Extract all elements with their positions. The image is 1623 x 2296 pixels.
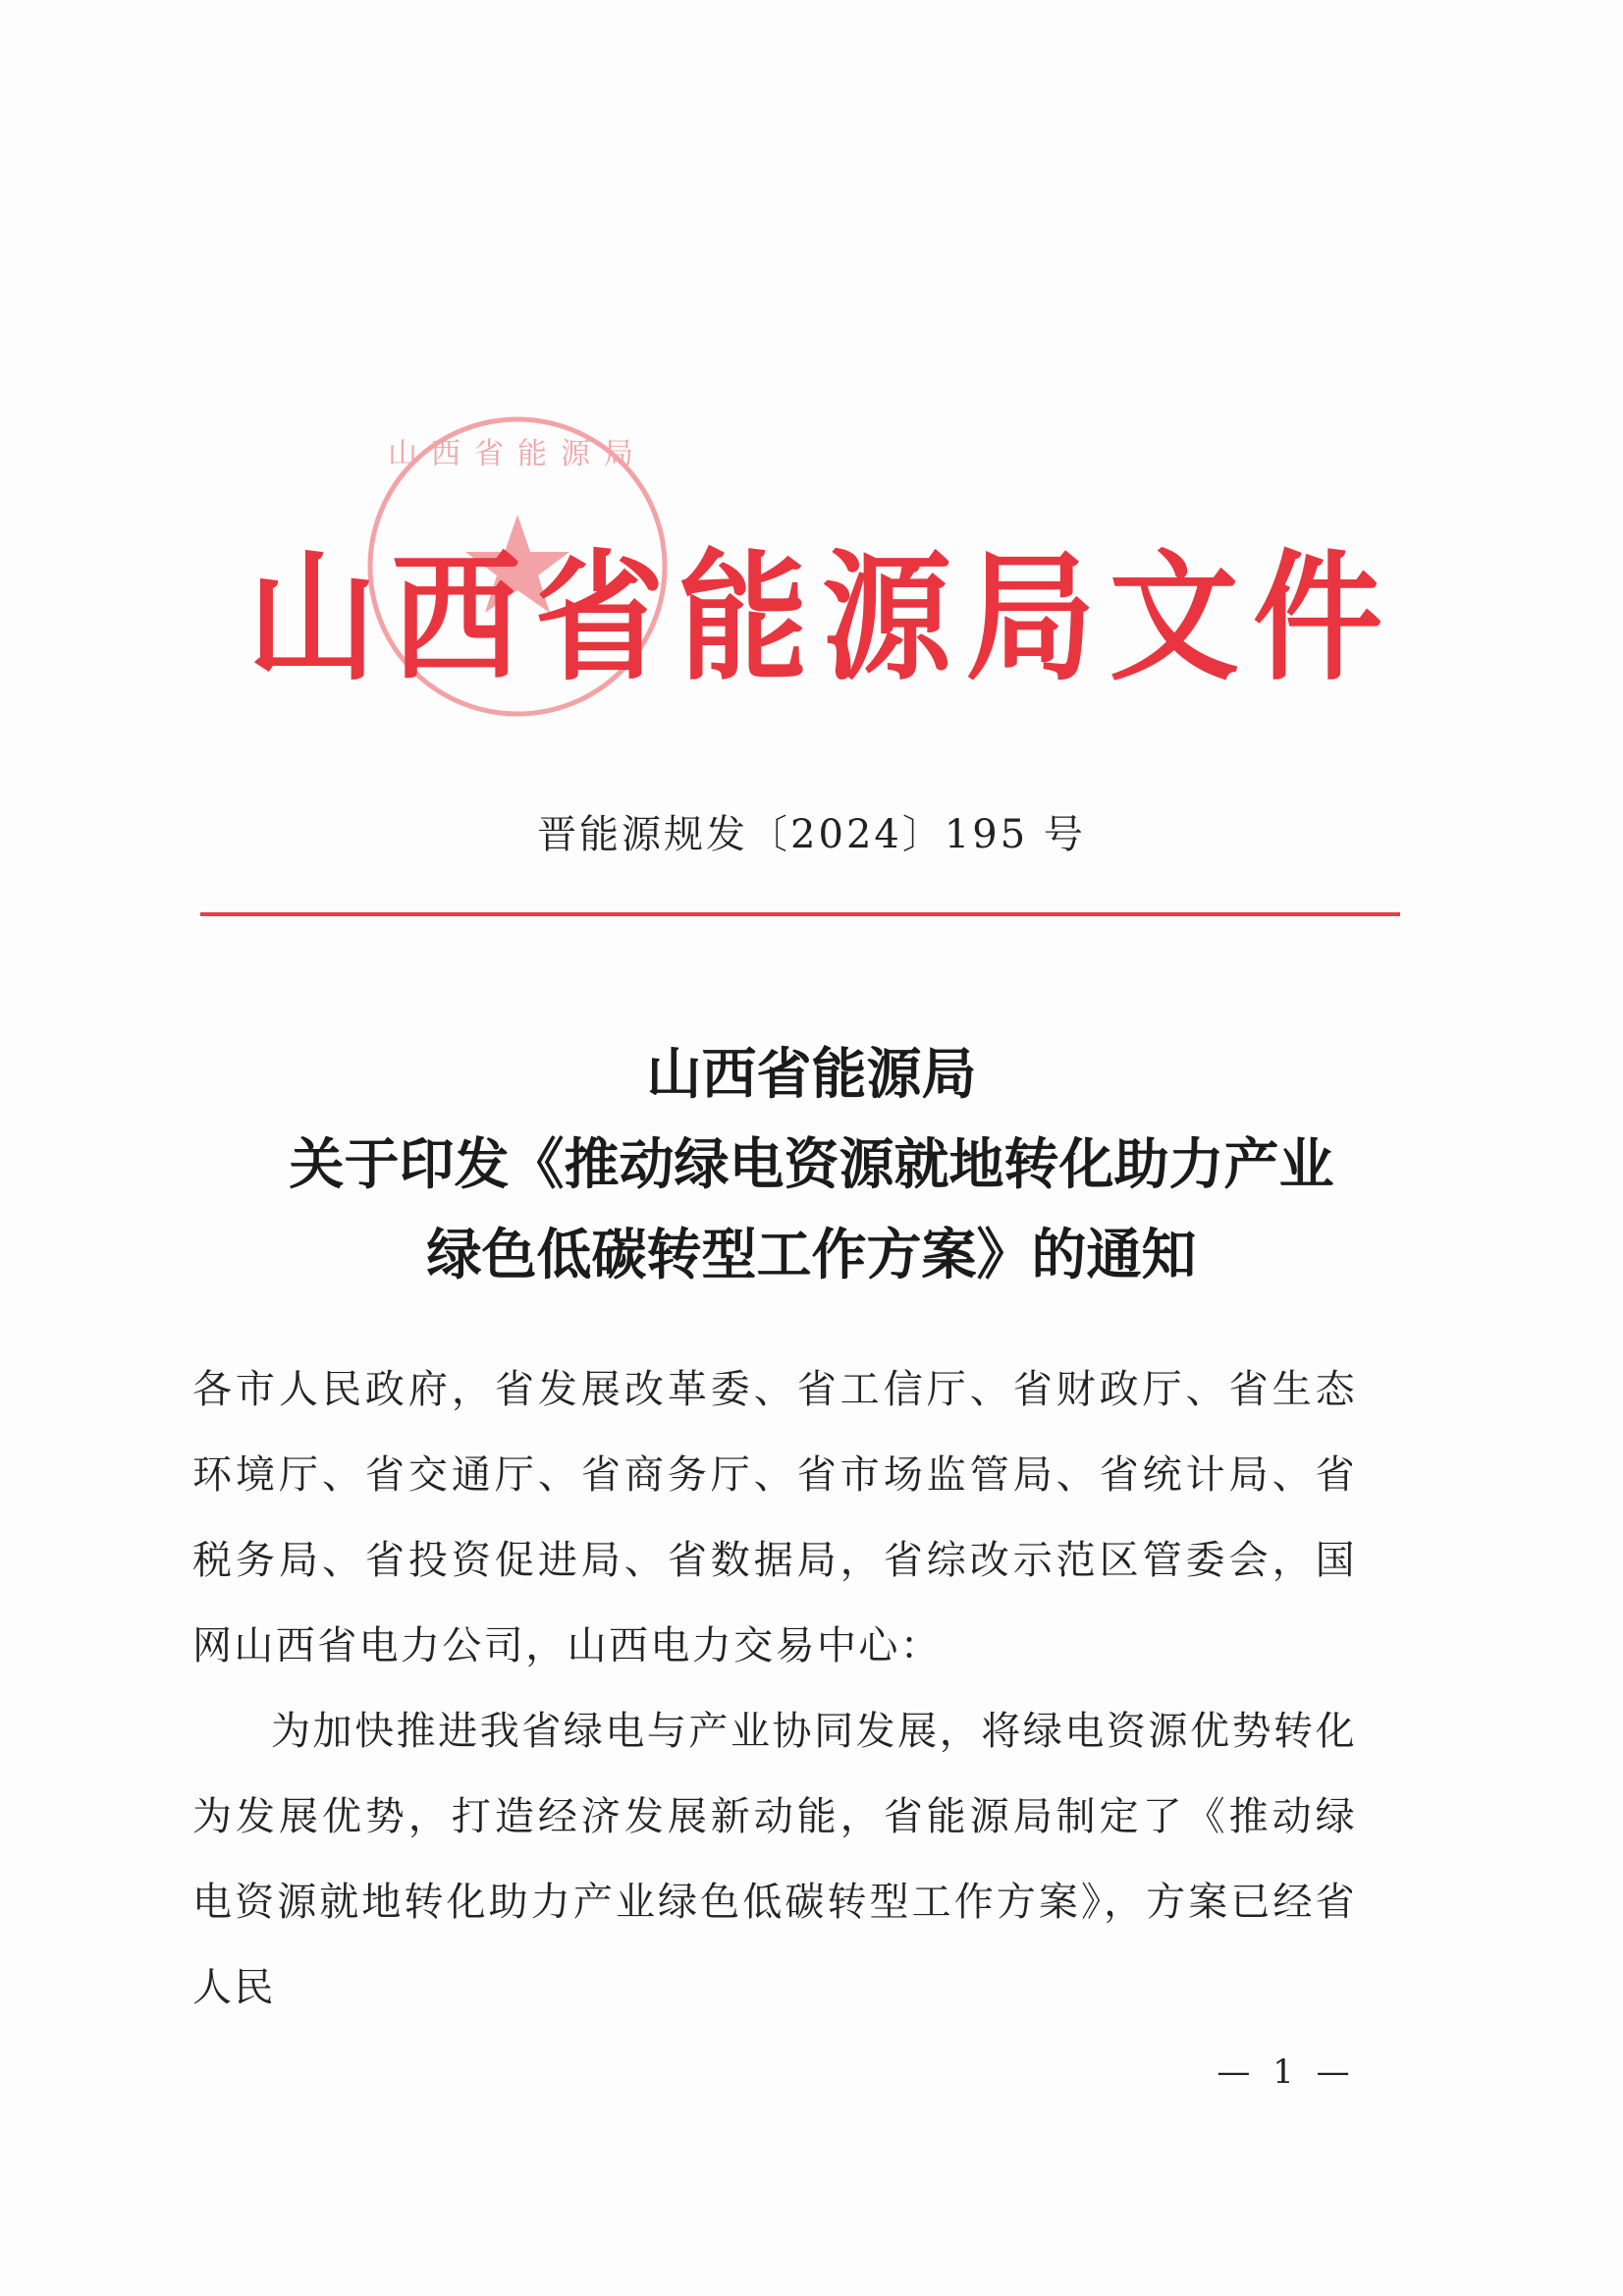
- red-masthead-title: [245, 530, 1384, 707]
- masthead-char: 省: [534, 535, 665, 701]
- addressee-paragraph: 各市人民政府，省发展改革委、省工信厅、省财政厅、省生态环境厅、省交通厅、省商务厅、省市场监管局、省统计局、省税务局、省投资促进局、省数据局，省综改示范区管委会，国网山西省电力公司，山西电力交易中心：: [192, 1367, 1357, 1668]
- document-number: 晋能源规发〔2024〕195 号: [537, 812, 1086, 857]
- masthead-char: 西: [391, 535, 521, 701]
- masthead-char: 能: [677, 535, 808, 701]
- red-divider-line: [200, 912, 1400, 916]
- masthead-char: 山: [247, 535, 377, 701]
- masthead-char: 局: [965, 535, 1096, 701]
- masthead-char: 文: [1109, 535, 1239, 701]
- document-body: [192, 1347, 1357, 2031]
- page-number: — 1 —: [1217, 2052, 1356, 2092]
- title-line-2: 关于印发《推动绿电资源就地转化助力产业: [289, 1132, 1334, 1197]
- body-paragraph: 为加快推进我省绿电与产业协同发展，将绿电资源优势转化为发展优势，打造经济发展新动能，省能源局制定了《推动绿电资源就地转化助力产业绿色低碳转型工作方案》，方案已经省人民: [192, 1709, 1357, 2010]
- title-line-3: 绿色低碳转型工作方案》的通知: [426, 1223, 1197, 1287]
- title-line-1: 山西省能源局: [646, 1042, 977, 1107]
- notice-title: [0, 1029, 1623, 1300]
- masthead-char: 源: [822, 535, 952, 701]
- seal-text: 山西省能源局: [388, 437, 647, 471]
- masthead-char: 件: [1252, 535, 1382, 701]
